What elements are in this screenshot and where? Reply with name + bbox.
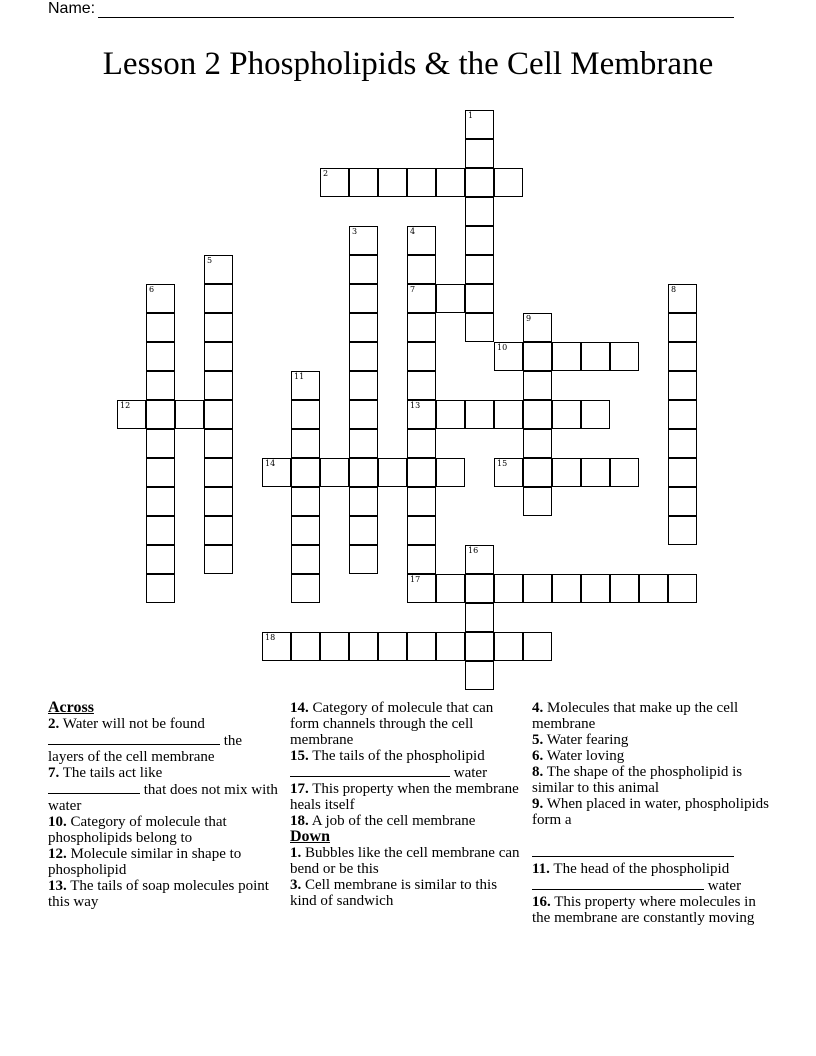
grid-cell[interactable] (407, 313, 436, 342)
grid-cell[interactable] (349, 371, 378, 400)
grid-cell[interactable] (349, 313, 378, 342)
grid-cell[interactable] (146, 429, 175, 458)
grid-cell[interactable] (436, 168, 465, 197)
grid-cell[interactable] (407, 255, 436, 284)
grid-cell[interactable] (349, 487, 378, 516)
grid-cell[interactable] (349, 429, 378, 458)
grid-cell[interactable] (146, 371, 175, 400)
grid-cell[interactable] (262, 632, 291, 661)
grid-cell[interactable] (291, 429, 320, 458)
grid-cell[interactable] (320, 632, 349, 661)
grid-cell[interactable] (146, 487, 175, 516)
grid-cell[interactable] (581, 458, 610, 487)
clue-down-4: 4. Molecules that make up the cell membrane (532, 700, 739, 732)
grid-cell[interactable] (349, 458, 378, 487)
clue-number: 11 (294, 372, 305, 381)
grid-cell[interactable] (523, 429, 552, 458)
clue-number: 6 (149, 285, 155, 294)
grid-cell[interactable] (378, 458, 407, 487)
grid-cell[interactable] (291, 516, 320, 545)
grid-cell[interactable] (407, 400, 436, 429)
grid-cell[interactable] (204, 429, 233, 458)
clue-down-6: 6. Water loving (532, 748, 625, 764)
clue-down-9: 9. When placed in water, phospholipids form a (532, 796, 772, 861)
grid-cell[interactable] (436, 284, 465, 313)
grid-cell[interactable] (349, 632, 378, 661)
grid-cell[interactable] (668, 284, 697, 313)
grid-cell[interactable] (291, 487, 320, 516)
grid-cell[interactable] (668, 342, 697, 371)
grid-cell[interactable] (668, 429, 697, 458)
grid-cell[interactable] (407, 168, 436, 197)
grid-cell[interactable] (465, 197, 494, 226)
grid-cell[interactable] (204, 487, 233, 516)
grid-cell[interactable] (523, 400, 552, 429)
grid-cell[interactable] (291, 400, 320, 429)
grid-cell[interactable] (668, 371, 697, 400)
clue-column-1 (48, 700, 280, 910)
grid-cell[interactable] (349, 168, 378, 197)
grid-cell[interactable] (465, 313, 494, 342)
clue-column-2 (290, 700, 522, 909)
grid-cell[interactable] (204, 516, 233, 545)
grid-cell[interactable] (291, 371, 320, 400)
grid-cell[interactable] (204, 342, 233, 371)
grid-cell[interactable] (407, 487, 436, 516)
grid-cell[interactable] (349, 255, 378, 284)
clue-down-3: 3. Cell membrane is similar to this kind of sandwich (290, 877, 498, 909)
clue-across-13: 13. The tails of soap molecules point this way (48, 878, 269, 910)
grid-cell[interactable] (204, 371, 233, 400)
grid-cell[interactable] (639, 574, 668, 603)
grid-cell[interactable] (436, 458, 465, 487)
grid-cell[interactable] (291, 574, 320, 603)
grid-cell[interactable] (494, 574, 523, 603)
grid-cell[interactable] (523, 632, 552, 661)
clue-down-1: 1. Bubbles like the cell membrane can bend or be this (290, 845, 520, 877)
grid-cell[interactable] (552, 342, 581, 371)
clue-across-17: 17. This property when the membrane heals itself (290, 781, 519, 813)
grid-cell[interactable] (523, 342, 552, 371)
grid-cell[interactable] (407, 574, 436, 603)
clue-number: 12 (120, 401, 131, 410)
grid-cell[interactable] (349, 516, 378, 545)
grid-cell[interactable] (465, 168, 494, 197)
grid-cell[interactable] (668, 516, 697, 545)
grid-cell[interactable] (465, 284, 494, 313)
clue-number: 14 (265, 459, 276, 468)
clue-number: 2 (323, 169, 329, 178)
grid-cell[interactable] (291, 545, 320, 574)
clue-number: 1 (468, 111, 474, 120)
grid-cell[interactable] (465, 574, 494, 603)
clue-across-12: 12. Molecule similar in shape to phospholipid (48, 846, 242, 878)
grid-cell[interactable] (349, 226, 378, 255)
grid-cell[interactable] (465, 661, 494, 690)
grid-cell[interactable] (407, 458, 436, 487)
grid-cell[interactable] (668, 574, 697, 603)
grid-cell[interactable] (146, 400, 175, 429)
clue-column-3 (532, 700, 772, 926)
grid-cell[interactable] (146, 516, 175, 545)
grid-cell[interactable] (668, 458, 697, 487)
clue-down-11: 11. The head of the phospholipid water (532, 861, 742, 894)
grid-cell[interactable] (407, 545, 436, 574)
grid-cell[interactable] (465, 603, 494, 632)
grid-cell[interactable] (378, 632, 407, 661)
grid-cell[interactable] (146, 458, 175, 487)
grid-cell[interactable] (407, 632, 436, 661)
grid-cell[interactable] (291, 458, 320, 487)
grid-cell[interactable] (349, 400, 378, 429)
clue-across-15: 15. The tails of the phospholipid water (290, 748, 488, 781)
grid-cell[interactable] (494, 400, 523, 429)
grid-cell[interactable] (146, 342, 175, 371)
grid-cell[interactable] (523, 371, 552, 400)
clue-across-14: 14. Category of molecule that can form channels through the cell membrane (290, 700, 494, 748)
grid-cell[interactable] (465, 110, 494, 139)
grid-cell[interactable] (465, 545, 494, 574)
grid-cell[interactable] (407, 226, 436, 255)
grid-cell[interactable] (349, 545, 378, 574)
grid-cell[interactable] (465, 400, 494, 429)
grid-cell[interactable] (465, 632, 494, 661)
clue-down-5: 5. Water fearing (532, 732, 629, 748)
grid-cell[interactable] (436, 632, 465, 661)
grid-cell[interactable] (494, 458, 523, 487)
clue-number: 15 (497, 459, 508, 468)
grid-cell[interactable] (610, 458, 639, 487)
grid-cell[interactable] (378, 168, 407, 197)
clue-number: 10 (497, 343, 508, 352)
grid-cell[interactable] (523, 313, 552, 342)
grid-cell[interactable] (523, 487, 552, 516)
grid-cell[interactable] (581, 342, 610, 371)
grid-cell[interactable] (581, 574, 610, 603)
grid-cell[interactable] (552, 574, 581, 603)
grid-cell[interactable] (436, 400, 465, 429)
clue-number: 13 (410, 401, 421, 410)
grid-cell[interactable] (494, 168, 523, 197)
grid-cell[interactable] (523, 574, 552, 603)
grid-cell[interactable] (407, 342, 436, 371)
name-label: Name: (48, 0, 96, 17)
grid-cell[interactable] (349, 342, 378, 371)
clue-number: 17 (410, 575, 421, 584)
clue-down-16: 16. This property where molecules in the membrane are constantly moving (532, 894, 756, 926)
across-heading: Across (48, 699, 94, 716)
grid-cell[interactable] (291, 632, 320, 661)
grid-cell[interactable] (552, 458, 581, 487)
grid-cell[interactable] (204, 313, 233, 342)
clue-number: 4 (410, 227, 416, 236)
grid-cell[interactable] (320, 168, 349, 197)
grid-cell[interactable] (146, 574, 175, 603)
clue-number: 7 (410, 285, 416, 294)
grid-cell[interactable] (204, 458, 233, 487)
grid-cell[interactable] (465, 255, 494, 284)
grid-cell[interactable] (349, 284, 378, 313)
grid-cell[interactable] (610, 574, 639, 603)
grid-cell[interactable] (146, 284, 175, 313)
grid-cell[interactable] (523, 458, 552, 487)
grid-cell[interactable] (494, 632, 523, 661)
grid-cell[interactable] (117, 400, 146, 429)
clue-number: 3 (352, 227, 358, 236)
clue-number: 5 (207, 256, 213, 265)
clue-across-10: 10. Category of molecule that phospholipids belong to (48, 814, 227, 846)
grid-cell[interactable] (204, 284, 233, 313)
grid-cell[interactable] (668, 313, 697, 342)
grid-cell[interactable] (407, 429, 436, 458)
clue-across-2: 2. Water will not be found the layers of the cell membrane (48, 716, 243, 765)
page-title: Lesson 2 Phospholipids & the Cell Membrane (102, 46, 714, 82)
clue-number: 18 (265, 633, 276, 642)
grid-cell[interactable] (581, 400, 610, 429)
grid-cell[interactable] (407, 516, 436, 545)
grid-cell[interactable] (465, 139, 494, 168)
grid-cell[interactable] (262, 458, 291, 487)
grid-cell[interactable] (436, 574, 465, 603)
clue-number: 8 (671, 285, 677, 294)
grid-cell[interactable] (465, 226, 494, 255)
grid-cell[interactable] (610, 342, 639, 371)
clue-across-7: 7. The tails act like that does not mix with water (48, 765, 278, 814)
grid-cell[interactable] (204, 255, 233, 284)
grid-cell[interactable] (175, 400, 204, 429)
grid-cell[interactable] (494, 342, 523, 371)
grid-cell[interactable] (407, 284, 436, 313)
clue-number: 16 (468, 546, 479, 555)
grid-cell[interactable] (552, 400, 581, 429)
grid-cell[interactable] (668, 400, 697, 429)
grid-cell[interactable] (204, 545, 233, 574)
clue-across-18: 18. A job of the cell membrane (290, 813, 476, 829)
grid-cell[interactable] (146, 545, 175, 574)
grid-cell[interactable] (668, 487, 697, 516)
grid-cell[interactable] (146, 313, 175, 342)
clue-down-8: 8. The shape of the phospholipid is similar to this animal (532, 764, 743, 796)
clue-number: 9 (526, 314, 532, 323)
down-heading: Down (290, 828, 331, 845)
grid-cell[interactable] (204, 400, 233, 429)
grid-cell[interactable] (407, 371, 436, 400)
grid-cell[interactable] (320, 458, 349, 487)
